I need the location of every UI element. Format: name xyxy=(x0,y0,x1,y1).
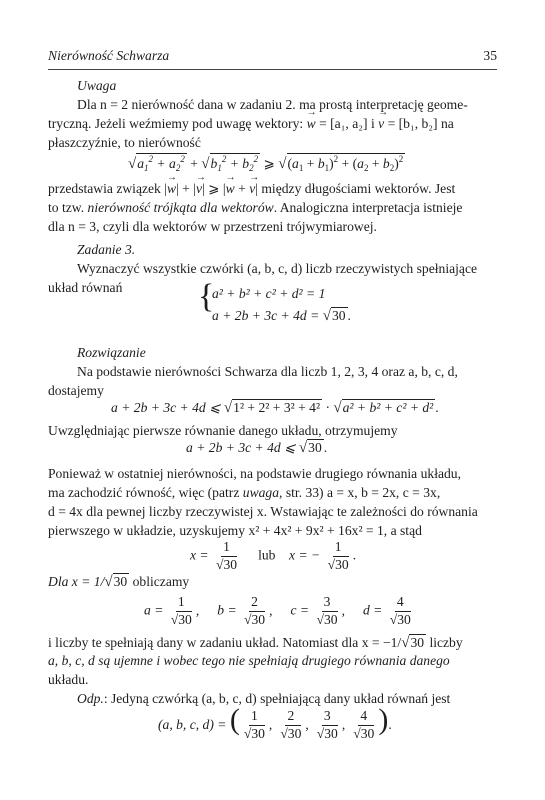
final-left: (a, b, c, d) = xyxy=(158,717,230,732)
schwarz-rad-2: a² + b² + c² + d² xyxy=(342,400,434,415)
equation-system-brace: { xyxy=(198,278,215,315)
uwaga-heading: Uwaga xyxy=(77,78,117,93)
rozwiazanie-line-6: d = 4x dla pewnej liczby rzeczywistej x. Wstawiając te zależności do równania xyxy=(48,504,478,519)
rozwiazanie-line-9-rad: 30 xyxy=(410,635,425,650)
value-label: a = xyxy=(144,602,167,618)
final-comma: , xyxy=(305,717,309,732)
answer-label: Odp. xyxy=(77,691,104,706)
rozwiazanie-line-8-b: obliczamy xyxy=(132,574,190,589)
system-eq-1: a² + b² + c² + d² = 1 xyxy=(212,286,326,301)
vector-w-def: = [a₁, a₂] xyxy=(319,116,368,131)
rozwiazanie-line-9-b: liczby xyxy=(429,635,463,650)
uwaga-line-5-a: to tzw. xyxy=(48,200,85,215)
uwaga-line-4: przedstawia związek |w →| + |v →| ⩾ |w → + v →| między długościami wektorów. Jest xyxy=(48,181,455,197)
uwaga-line-6: dla n = 3, czyli dla wektorów w przestrzeni trójwymiarowej. xyxy=(48,219,377,234)
rozwiazanie-line-10: a, b, c, d są ujemne i wobec tego nie spełniają drugiego równania danego xyxy=(48,653,450,668)
value-fraction: $\frac{4}{√30}$ xyxy=(389,594,411,627)
solution-x: x = $\frac{1}{√30}$ lub x = − $\frac{1}{√30}$ . xyxy=(190,539,357,572)
solution-or: lub xyxy=(258,547,276,563)
uwaga-reference: uwaga xyxy=(242,485,280,500)
final-fraction: $\frac{4}{√30}$ xyxy=(353,708,375,742)
zadanie-heading: Zadanie 3. xyxy=(77,242,136,257)
rozwiazanie-line-5 xyxy=(48,485,440,501)
uwaga-line-2-text: tryczną. Jeżeli weźmiemy pod uwagę wektory: xyxy=(48,116,304,131)
vector-v-def: = [b₁, b₂] xyxy=(387,116,438,131)
value-label: d = xyxy=(362,602,386,618)
page-number: 35 xyxy=(483,48,497,63)
uwaga-line-2 xyxy=(48,116,454,132)
inequality-2: a + 2b + 3c + 4d ⩽ √30 . xyxy=(186,440,328,456)
rozwiazanie-line-8: Dla x = 1/√30 obliczamy xyxy=(48,574,190,590)
solution-x1-num: 1 xyxy=(221,540,232,557)
value-separator: , xyxy=(341,602,345,618)
vector-w-symbol: w → xyxy=(307,116,316,132)
final-answer xyxy=(158,705,392,742)
final-close-paren: ) xyxy=(378,703,389,736)
final-comma: , xyxy=(341,717,346,732)
uwaga-line-1: Dla n = 2 nierówność dana w zadaniu 2. ma prostą interpretację geome- xyxy=(77,97,468,112)
header-rule xyxy=(48,69,497,70)
zadanie-line-2: układ równań xyxy=(48,280,123,295)
uwaga-line-3: płaszczyźnie, to nierówność xyxy=(48,135,201,150)
uwaga-line-2-end: na xyxy=(440,116,454,131)
schwarz-inequality: a + 2b + 3c + 4d ⩽ √1² + 2² + 3² + 4² · √a² + b² + c² + d² . xyxy=(111,400,439,416)
rozwiazanie-line-8-rad: 30 xyxy=(113,574,128,589)
system-eq-2-end: . xyxy=(347,308,351,323)
answer-text: : Jedyną czwórką (a, b, c, d) spełniającą dany układ równań jest xyxy=(103,691,451,706)
uwaga-line-4-end: między długościami wektorów. Jest xyxy=(261,181,456,196)
uwaga-line-4-text: przedstawia związek xyxy=(48,181,161,196)
rozwiazanie-line-9: i liczby te spełniają dany w zadaniu układ. Natomiast dla x = −1/√30 liczby xyxy=(48,635,463,651)
value-label: c = xyxy=(290,602,313,618)
computed-values xyxy=(144,595,433,628)
uwaga-and: i xyxy=(370,116,375,131)
value-fraction: $\frac{3}{√30}$ xyxy=(316,594,338,627)
system-eq-2: a + 2b + 3c + 4d = √30 . xyxy=(212,308,351,324)
rozwiazanie-line-11: układu. xyxy=(48,672,89,687)
value-fraction: $\frac{1}{√30}$ xyxy=(170,594,192,627)
vector-v-symbol: v → xyxy=(378,116,384,132)
solution-x2-label: x = − xyxy=(289,547,321,563)
running-header-title: Nierówność Schwarza xyxy=(48,48,170,63)
value-fraction: $\frac{2}{√30}$ xyxy=(244,594,266,627)
final-end: . xyxy=(388,717,392,732)
solution-x2-num: 1 xyxy=(333,540,344,557)
rozwiazanie-line-5-a: ma zachodzić równość, więc (patrz xyxy=(48,485,240,500)
zadanie-line-1: Wyznaczyć wszystkie czwórki (a, b, c, d) liczb rzeczywistych spełniające xyxy=(77,261,478,276)
solution-x1-den: 30 xyxy=(223,556,238,572)
inequality-2-rad: 30 xyxy=(308,440,322,455)
rozwiazanie-line-5-c: , str. 33) a = x, b = 2x, c = 3x, xyxy=(279,485,441,500)
final-comma: , xyxy=(268,717,273,732)
rozwiazanie-line-9-a: i liczby te spełniają dany w zadaniu układ. Natomiast dla x = −1/ xyxy=(48,635,402,650)
value-separator: , xyxy=(269,602,273,618)
value-label: b = xyxy=(217,602,241,618)
triangle-inequality-term: nierówność trójkąta dla wektorów xyxy=(87,200,274,215)
rozwiazanie-line-1: Na podstawie nierówności Schwarza dla liczb 1, 2, 3, 4 oraz a, b, c, d, xyxy=(77,364,458,379)
rozwiazanie-line-4: Ponieważ w ostatniej nierówności, na podstawie drugiego równania układu, xyxy=(48,466,461,481)
solution-x1-label: x = xyxy=(190,547,209,563)
schwarz-dot: · xyxy=(325,400,330,415)
rozwiazanie-heading: Rozwiązanie xyxy=(77,345,146,360)
rozwiazanie-line-7: pierwszego w układzie, uzyskujemy x² + 4x² + 9x² + 16x² = 1, a stąd xyxy=(48,523,422,538)
value-separator: , xyxy=(195,602,200,618)
rozwiazanie-line-8-a: Dla x = 1/ xyxy=(48,574,105,589)
schwarz-end: . xyxy=(435,400,439,415)
system-eq-2-left: a + 2b + 3c + 4d = xyxy=(212,308,320,323)
final-fraction: $\frac{1}{√30}$ xyxy=(243,708,265,742)
rozwiazanie-line-2: dostajemy xyxy=(48,383,104,398)
inequality-2-end: . xyxy=(323,440,328,455)
schwarz-rad-1: 1² + 2² + 3² + 4² xyxy=(233,400,321,415)
final-fraction: $\frac{3}{√30}$ xyxy=(316,708,338,742)
solution-end: . xyxy=(352,547,357,563)
final-fraction: $\frac{2}{√30}$ xyxy=(280,708,302,742)
system-eq-2-rad: 30 xyxy=(331,308,346,323)
rozwiazanie-line-3: Uwzględniając pierwsze równanie danego układu, otrzymujemy xyxy=(48,423,398,438)
schwarz-left: a + 2b + 3c + 4d ⩽ xyxy=(111,400,221,415)
final-open-paren: ( xyxy=(229,703,240,736)
uwaga-line-5 xyxy=(48,200,462,216)
uwaga-line-5-c: . Analogiczna interpretacja istnieje xyxy=(273,200,463,215)
inequality-2-left: a + 2b + 3c + 4d ⩽ xyxy=(186,440,296,455)
solution-x2-den: 30 xyxy=(335,556,349,572)
uwaga-inequality: $√a_1^2 + a_2^2 + √b_1^2 + b_2^2$ ⩾ $√(a_1 + b_1)^2 + (a_2 + b_2)^2$ xyxy=(128,154,404,173)
